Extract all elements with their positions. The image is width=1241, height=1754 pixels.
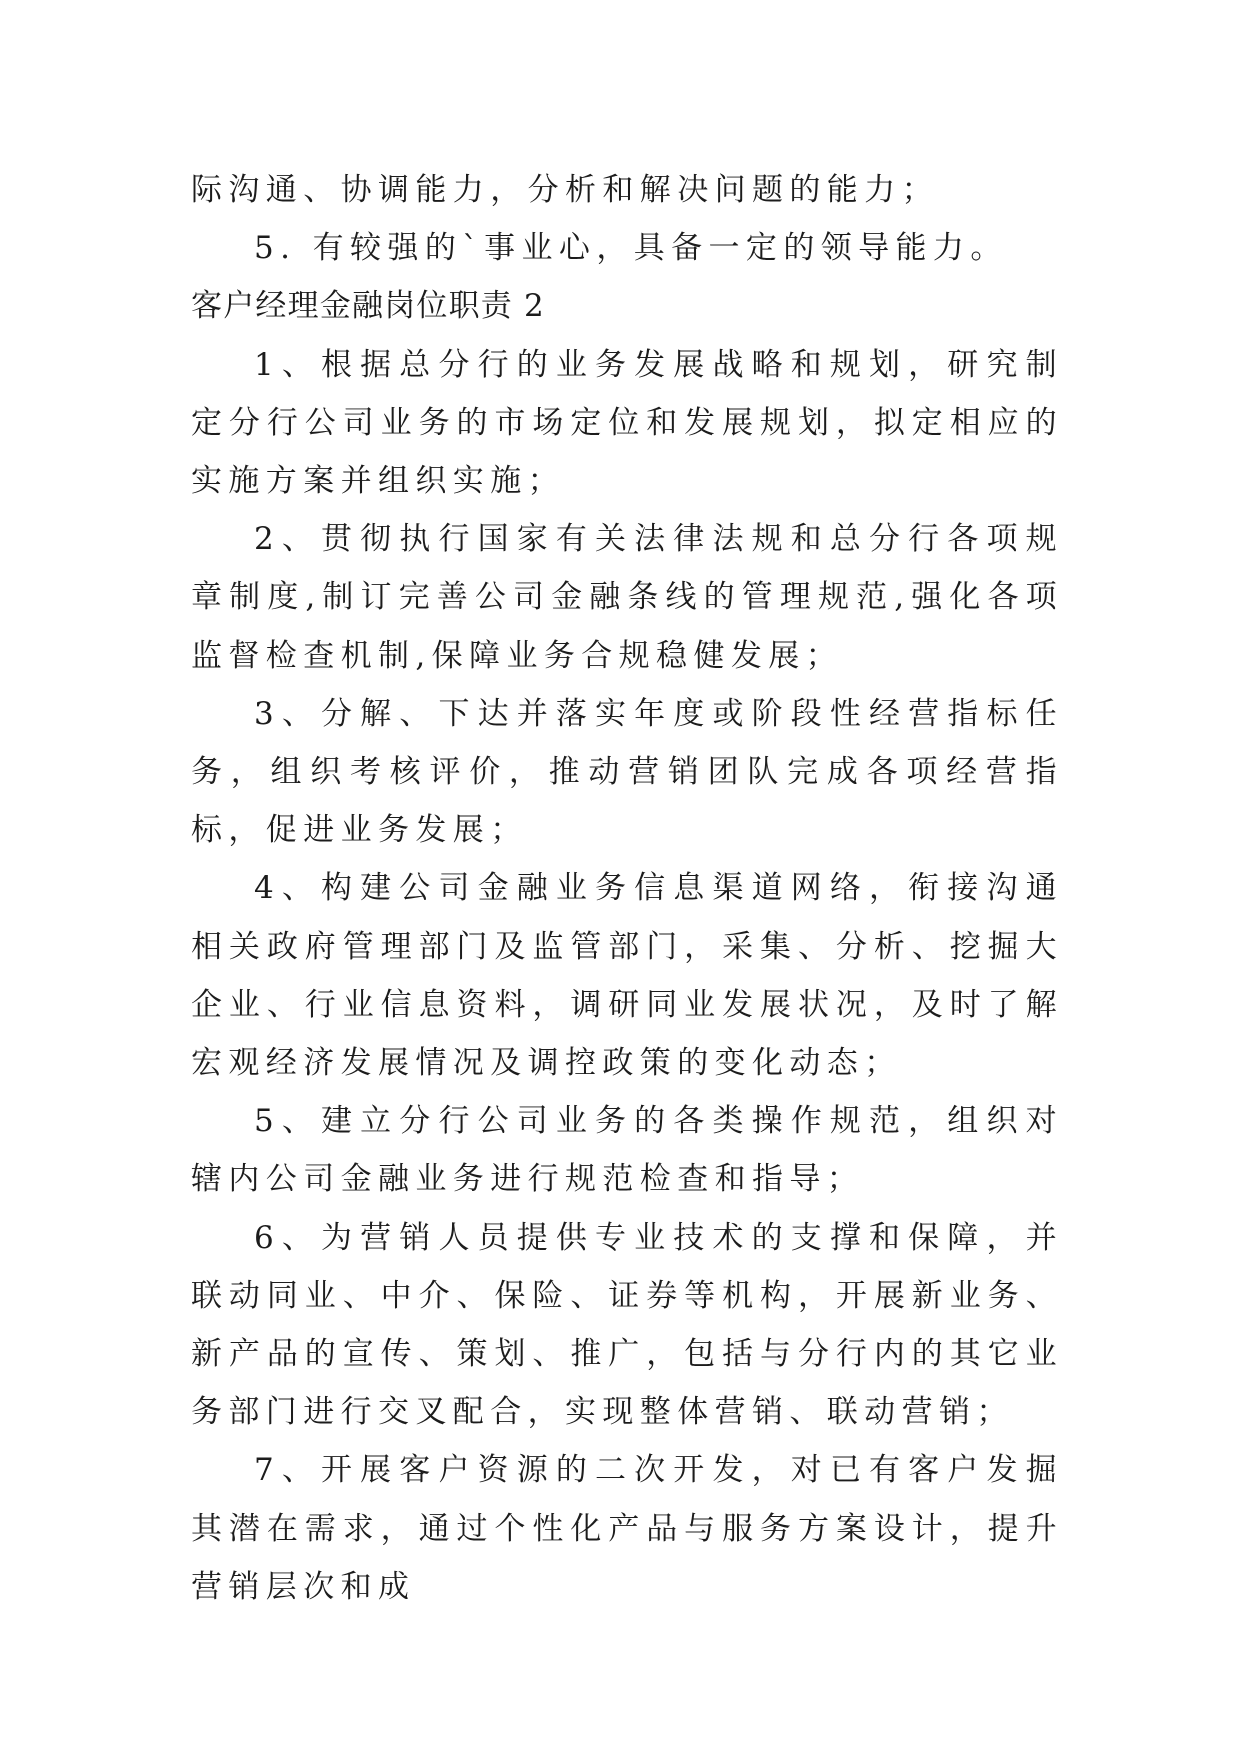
document-body <box>191 161 1063 1616</box>
paragraph-continuation: 际沟通、协调能力，分析和解决问题的能力； <box>191 172 939 208</box>
paragraph-duty-5: 5、建立分行公司业务的各类操作规范，组织对辖内公司金融业务进行规范检查和指导； <box>191 1103 1063 1198</box>
paragraph-requirement-5: 5. 有较强的`事业心，具备一定的领导能力。 <box>254 230 1008 267</box>
paragraph-duty-6: 6、为营销人员提供专业技术的支撑和保障，并联动同业、中介、保险、证券等机构，开展新业务、新产品的宣传、策划、推广，包括与分行内的其它业务部门进行交叉配合，实现整体营销、联动营销； <box>191 1219 1063 1431</box>
paragraph-duty-7: 7、开展客户资源的二次开发，对已有客户发掘其潜在需求，通过个性化产品与服务方案设计，提升营销层次和成 <box>191 1452 1063 1605</box>
paragraph-duty-2: 2、贯彻执行国家有关法律法规和总分行各项规章制度,制订完善公司金融条线的管理规范,强化各项监督检查机制,保障业务合规稳健发展； <box>191 521 1063 674</box>
paragraph-duty-4: 4、构建公司金融业务信息渠道网络，衔接沟通相关政府管理部门及监管部门，采集、分析、挖掘大企业、行业信息资料，调研同业发展状况，及时了解宏观经济发展情况及调控政策的变化动态； <box>191 870 1063 1082</box>
paragraph-duty-1: 1、根据总分行的业务发展战略和规划，研究制定分行公司业务的市场定位和发展规划，拟定相应的实施方案并组织实施； <box>191 346 1063 500</box>
section-heading: 客户经理金融岗位职责 2 <box>191 288 545 325</box>
paragraph-duty-3: 3、分解、下达并落实年度或阶段性经营指标任务，组织考核评价，推动营销团队完成各项经营指标，促进业务发展； <box>191 695 1063 849</box>
